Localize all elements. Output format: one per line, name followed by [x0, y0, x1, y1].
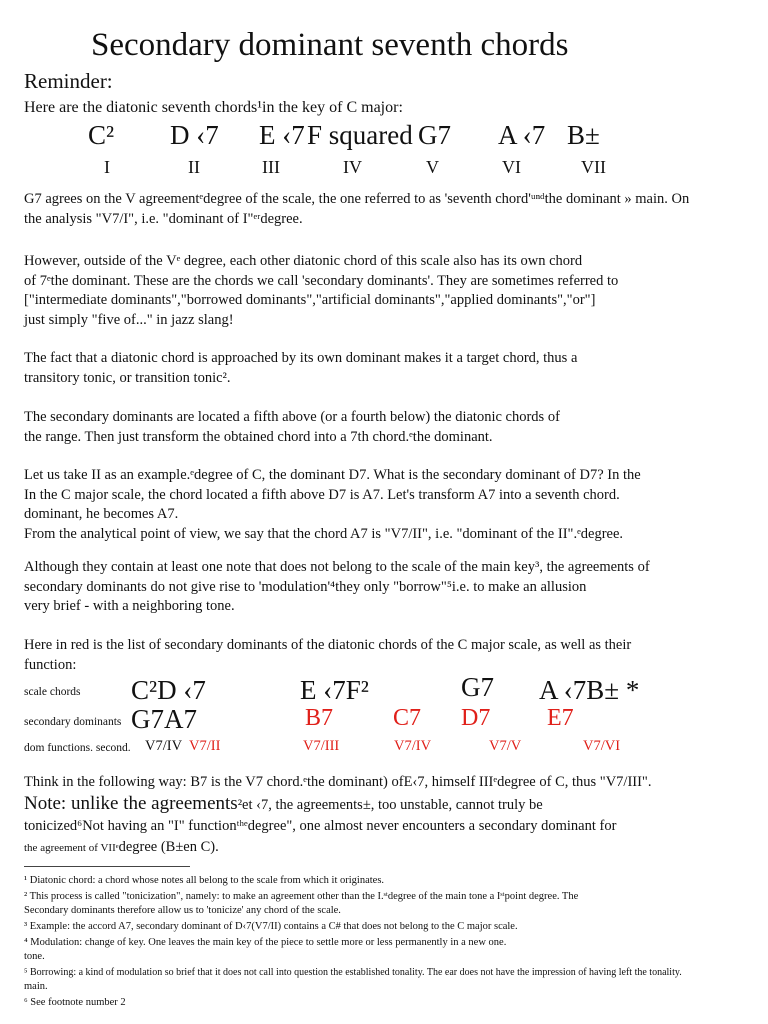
- footnote-3: ³ Example: the accord A7, secondary dominant of D‹7(V7/II) contains a C# that does not belong to the C major scale.: [24, 921, 518, 932]
- note-line3-small: the agreement of VIIᵉ: [24, 842, 119, 854]
- paragraph-v-dominant: [24, 190, 689, 229]
- text-line: dominant, he becomes A7.: [24, 506, 179, 522]
- degree-vii: VII: [581, 157, 606, 177]
- chord-vi: A ‹7: [498, 120, 546, 150]
- text-line: [24, 793, 616, 816]
- footnote-1: ¹ Diatonic chord: a chord whose notes all belong to the scale from which it originates.: [24, 875, 385, 886]
- text-line: secondary dominants do not give rise to 'modulation'⁴they only "borrow"⁵i.e. to make an allusion: [24, 578, 587, 595]
- footnote-5-cont: main.: [24, 981, 48, 992]
- table-chord-4: A ‹7B± *: [539, 675, 640, 705]
- table-func-1: V7/II: [189, 738, 221, 754]
- text-line: the analysis "V7/I", i.e. "dominant of I"ᵉʳdegree.: [24, 210, 303, 227]
- paragraph-example: [24, 466, 641, 544]
- table-func-3: V7/IV: [394, 738, 432, 754]
- table-chord-2: E ‹7F²: [300, 675, 369, 705]
- table-func-4: V7/V: [489, 738, 522, 754]
- table-sec-dom-e7: E7: [547, 705, 574, 731]
- table-sec-dom-black: G7A7: [131, 704, 197, 734]
- text-line: transitory tonic, or transition tonic².: [24, 369, 231, 386]
- footnote-4: ⁴ Modulation: change of key. One leaves the main key of the piece to settle more or less permanently in a new one.: [24, 937, 507, 948]
- text-line: very brief - with a neighboring tone.: [24, 598, 235, 614]
- table-sec-dom-b7: B7: [305, 705, 334, 731]
- note-paragraph: [24, 793, 616, 859]
- table-func-5: V7/VI: [583, 738, 621, 754]
- footnotes: [24, 874, 682, 1010]
- text-line: Think in the following way: B7 is the V7 chord.ᵉthe dominant) ofE‹7, himself IIIᵉdegree of C, thus "V7/III".: [24, 774, 652, 790]
- degree-v: V: [426, 157, 439, 177]
- paragraph-secondary-dominants: [24, 252, 618, 330]
- degree-i: I: [104, 157, 110, 177]
- degree-ii: II: [188, 157, 200, 177]
- chord-iv: F squared: [307, 120, 413, 150]
- table-chord-3: G7: [461, 672, 494, 702]
- table-sec-dom-c7: C7: [393, 705, 422, 731]
- paragraph-red-list: [24, 636, 631, 675]
- table-sec-dom-d7: D7: [461, 705, 491, 731]
- intro-text: Here are the diatonic seventh chords¹in the key of C major:: [24, 99, 403, 116]
- text-line: the range. Then just transform the obtained chord into a 7th chord.ᵉthe dominant.: [24, 428, 493, 445]
- text-line: function:: [24, 656, 77, 673]
- note-line1-rest: ²et ‹7, the agreements±, too unstable, cannot truly be: [237, 797, 543, 813]
- text-line: Here in red is the list of secondary dominants of the diatonic chords of the C major scale, as well as their: [24, 637, 632, 653]
- chord-vii: B±: [567, 120, 600, 150]
- note-line3-rest: degree (B±en C).: [118, 839, 219, 855]
- text-line: From the analytical point of view, we say that the chord A7 is "V7/II", i.e. "dominant of the II".ᵉdegree.: [24, 525, 624, 542]
- footnote-4-cont: tone.: [24, 951, 45, 962]
- footnote-2-cont: Secondary dominants therefore allow us to 'tonicize' any chord of the scale.: [24, 905, 341, 916]
- text-line: [24, 837, 616, 859]
- paragraph-modulation: [24, 558, 650, 617]
- chord-v: G7: [418, 120, 451, 150]
- text-line: ["intermediate dominants","borrowed dominants","artificial dominants","applied dominants","or"]: [24, 292, 596, 308]
- label-dom-functions: dom functions. second.: [24, 742, 131, 754]
- reminder-heading: Reminder:: [24, 69, 113, 93]
- table-chord-1: C²D ‹7: [131, 675, 206, 705]
- text-line: Although they contain at least one note that does not belong to the scale of the main key³, the agreements of: [24, 559, 650, 575]
- chord-ii: D ‹7: [170, 120, 219, 150]
- text-line: In the C major scale, the chord located a fifth above D7 is A7. Let's transform A7 into a seventh chord.: [24, 486, 620, 503]
- text-line: G7 agrees on the V agreementᵉdegree of the scale, the one referred to as 'seventh chord'ᵘⁿᵈthe dominant » main. On: [24, 191, 690, 207]
- think-text: [24, 773, 651, 793]
- degree-iii: III: [262, 157, 280, 177]
- page-title: Secondary dominant seventh chords: [91, 27, 569, 63]
- chord-i: C²: [88, 120, 115, 150]
- note-heading: Note: unlike the agreements: [24, 793, 238, 814]
- label-scale-chords: scale chords: [24, 686, 81, 698]
- table-func-2: V7/III: [303, 738, 340, 754]
- text-line: of 7ᵉthe dominant. These are the chords we call 'secondary dominants'. They are sometimes referred to: [24, 272, 619, 289]
- paragraph-target-chord: [24, 349, 577, 388]
- paragraph-location: [24, 408, 560, 447]
- text-line: The fact that a diatonic chord is approached by its own dominant makes it a target chord, thus a: [24, 350, 578, 366]
- footnote-2: ² This process is called "tonicization", namely: to make an agreement other than the I.ˢᵗdegree of the main tone a Iˢᵗpoint degree. The: [24, 891, 579, 902]
- footnote-5: ⁵ Borrowing: a kind of modulation so brief that it does not call into question the established tonality. The ear does not have the impression of having left the tonality.: [24, 967, 682, 978]
- chord-iii: E ‹7: [259, 120, 305, 150]
- text-line: tonicized⁶Not having an "I" functionᵗʰᵉdegree", one almost never encounters a secondary dominant for: [24, 818, 617, 834]
- footnote-6: ⁶ See footnote number 2: [24, 997, 126, 1008]
- text-line: just simply "five of..." in jazz slang!: [24, 311, 234, 328]
- label-secondary-dominants: secondary dominants: [24, 716, 122, 728]
- degree-iv: IV: [343, 157, 362, 177]
- table-func-black: V7/IV: [145, 738, 183, 754]
- text-line: The secondary dominants are located a fifth above (or a fourth below) the diatonic chords of: [24, 409, 560, 425]
- degree-vi: VI: [502, 157, 521, 177]
- text-line: Let us take II as an example.ᵉdegree of C, the dominant D7. What is the secondary dominant of D7? In the: [24, 467, 641, 483]
- text-line: However, outside of the Vᵉ degree, each other diatonic chord of this scale also has its own chord: [24, 253, 583, 269]
- footnote-divider: [24, 866, 190, 867]
